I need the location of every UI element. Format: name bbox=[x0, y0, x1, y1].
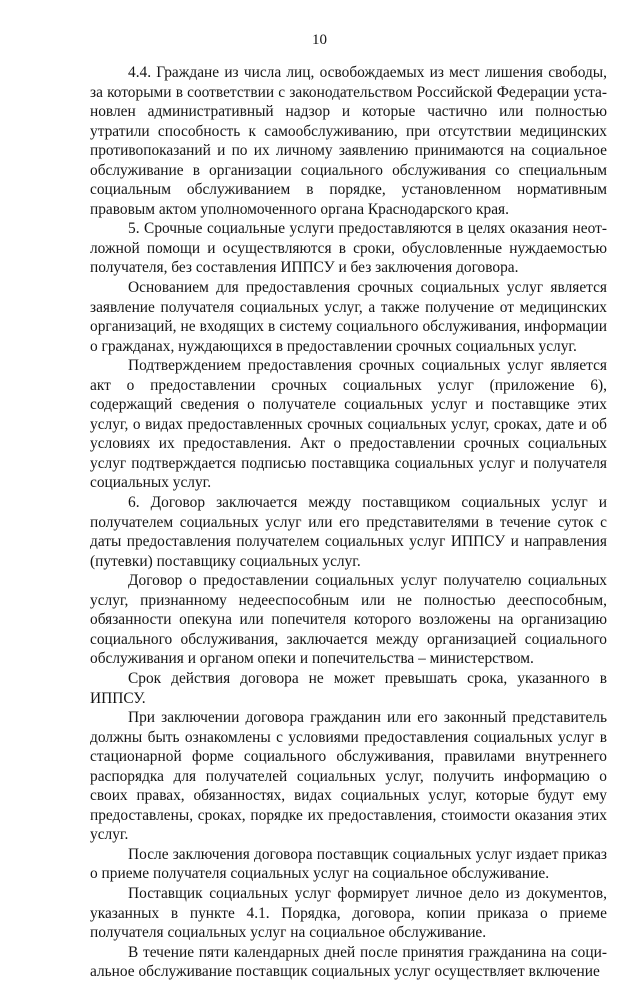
paragraph-admission-order: После заключения договора поставщик социальных услуг издает приказ о приеме получателя социальных услуг на социальное обслуживание. bbox=[90, 845, 607, 883]
paragraph-personal-file: Поставщик социальных услуг формирует личное дело из документов, указанных в пункте 4.1. Порядка, договора, копии приказа о приеме получателя социальных услуг на социальное обслуживание. bbox=[90, 884, 607, 942]
paragraph-contract-familiarization: При заключении договора гражданин или его законный представитель должны быть ознакомлены с условиями предоставления социальных услуг в стационарной форме социального обслуживания, правилами внутреннего распорядка для получателей социальных услуг, получить информацию о своих правах, обязанностях, видах социальных услуг, которые будут ему предоставлены, сроках, порядке их предоставления, стоимости оказания этих услуг. bbox=[90, 709, 607, 844]
paragraph-registry-inclusion: В течение пяти календарных дней после принятия гражданина на социальное обслуживание поставщик социальных услуг осуществляет включение bbox=[90, 943, 607, 981]
paragraph-4-4-released-prisoners: 4.4. Граждане из числа лиц, освобождаемых из мест лишения свободы, за которыми в соответствии с законодательством Российской Федерации установлен административный надзор и которые частично или полностью утратили способность к самообслуживанию, при отсутствии медицинских противопоказаний и по их личному заявлению принимаются на социальное обслуживание в организации социального обслуживания со специальным социальным обслуживанием в порядке, установленном нормативным правовым актом уполномоченного органа Краснодарского края. bbox=[90, 64, 607, 218]
paragraph-5-urgent-services: 5. Срочные социальные услуги предоставляются в целях оказания неотложной помощи и осуществляются в сроки, обусловленные нуждаемостью получателя, без составления ИППСУ и без заключения договора. bbox=[90, 220, 607, 277]
page-number: 10 bbox=[312, 32, 327, 48]
paragraph-urgent-services-act: Подтверждением предоставления срочных социальных услуг является акт о предоставлении срочных социальных услуг (приложение 6), содержащий сведения о получателе социальных услуг и поставщике этих услуг, о видах предоставленных срочных социальных услуг, сроках, дате и об условиях их предоставления. Акт о предоставлении срочных социальных услуг подтверждается подписью поставщика социальных услуг и получателя социальных услуг. bbox=[90, 357, 607, 492]
paragraph-contract-incapacitated: Договор о предоставлении социальных услуг получателю социальных услуг, признанному недееспособным или не полностью дееспособным, обязанности опекуна или попечителя которого возложены на организацию социального обслуживания, заключается между организацией социального обслуживания и органом опеки и попечительства – министерством. bbox=[90, 572, 607, 668]
paragraph-contract-term: Срок действия договора не может превышать срока, указанного в ИППСУ. bbox=[90, 669, 607, 707]
paragraph-urgent-services-basis: Основанием для предоставления срочных социальных услуг является заявление получателя социальных услуг, а также получение от медицинских организаций, не входящих в систему социального обслуживания, информации о гражданах, нуждающихся в предоставлении срочных социальных услуг. bbox=[90, 279, 607, 355]
paragraph-6-contract: 6. Договор заключается между поставщиком социальных услуг и получателем социальных услуг или его представителями в течение суток с даты предоставления получателем социальных услуг ИППСУ и направления (путевки) поставщику социальных услуг. bbox=[90, 494, 607, 570]
document-body bbox=[90, 63, 607, 982]
